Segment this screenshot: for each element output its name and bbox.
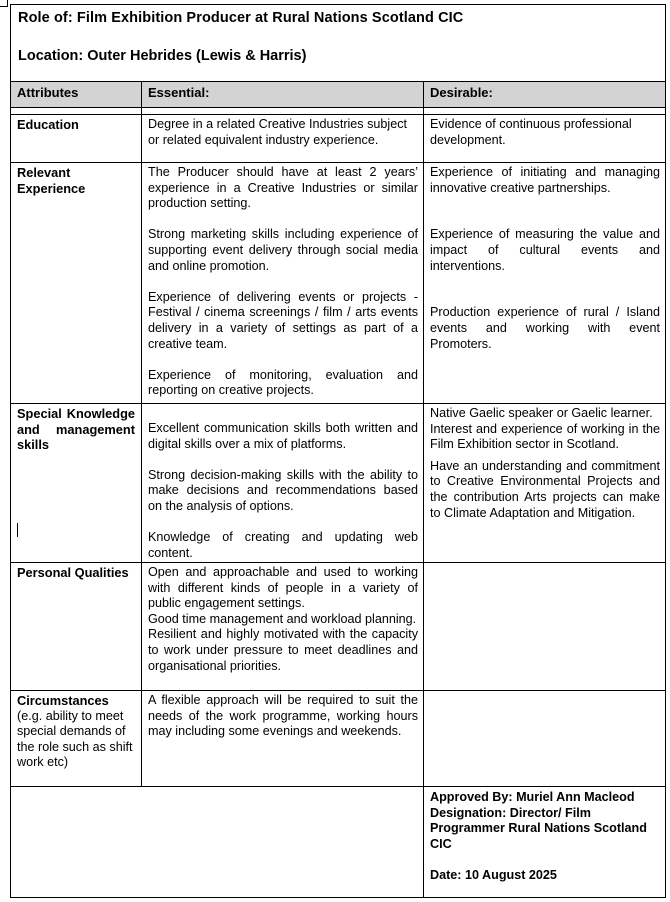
- column-rule: [423, 81, 424, 898]
- column-rule: [141, 81, 142, 786]
- rule: [10, 162, 666, 163]
- attribute-personal-qualities: Personal Qualities: [17, 565, 129, 580]
- essential-relevant-experience: [148, 165, 418, 399]
- essential-circumstances: [148, 693, 418, 740]
- approval-date: Date: 10 August 2025: [430, 867, 557, 882]
- essential-item: A flexible approach will be required to suit the needs of the work programme, working hours may including some evenings and weekends.: [148, 693, 418, 739]
- designation: Designation: Director/ Film Programmer Rural Nations Scotland CIC: [430, 805, 647, 851]
- rule: [10, 403, 666, 404]
- essential-education: [148, 117, 418, 148]
- attribute-special-knowledge: Special Knowledge and management skills: [17, 406, 135, 453]
- desirable-relevant-experience: [430, 165, 660, 352]
- header-desirable: Desirable:: [430, 85, 493, 100]
- desirable-item: Evidence of continuous professional development.: [430, 117, 632, 147]
- rule: [10, 81, 666, 82]
- essential-item: Good time management and workload planning.: [148, 611, 417, 626]
- attribute-education: Education: [17, 117, 79, 132]
- essential-item: Experience of delivering events or projects - Festival / cinema screenings / film / arts events delivery in a variety of settings as part of a creative team.: [148, 289, 418, 351]
- essential-item: Strong marketing skills including experience of supporting event delivery through social media and online promotion.: [148, 227, 418, 273]
- essential-item: Degree in a related Creative Industries subject or related equivalent industry experience.: [148, 117, 408, 147]
- attribute-circumstances-cell: [17, 693, 135, 771]
- location-line: Location: Outer Hebrides (Lewis & Harris): [18, 48, 307, 64]
- approval-block: [430, 790, 662, 884]
- header-attributes: Attributes: [17, 85, 79, 100]
- text-cursor: [17, 523, 18, 537]
- desirable-item: Have an understanding and commitment to Creative Environmental Projects and the contribution Arts projects can make to Climate Adaptation and Mitigation.: [430, 458, 660, 520]
- essential-item: Experience of monitoring, evaluation and reporting on creative projects.: [148, 367, 418, 398]
- essential-item: Strong decision-making skills with the ability to make decisions and recommendations based on the analysis of options.: [148, 467, 418, 513]
- essential-item: Resilient and highly motivated with the capacity to work under pressure to meet deadlines and organisational priorities.: [148, 627, 418, 673]
- attribute-circumstances-note: (e.g. ability to meet special demands of the role such as shift work etc): [17, 708, 133, 770]
- desirable-item: Experience of initiating and managing innovative creative partnerships.: [430, 165, 660, 195]
- essential-item: Excellent communication skills both written and digital skills over a mix of platforms.: [148, 421, 418, 451]
- rule: [10, 786, 666, 787]
- rule: [10, 690, 666, 691]
- essential-item: Knowledge of creating and updating web content.: [148, 530, 418, 560]
- desirable-item: Production experience of rural / Island events and working with event Promoters.: [430, 305, 660, 351]
- rule: [10, 114, 666, 115]
- desirable-item: Interest and experience of working in the Film Exhibition sector in Scotland.: [430, 421, 660, 452]
- approved-by: Approved By: Muriel Ann Macleod: [430, 790, 635, 804]
- desirable-item: Experience of measuring the value and impact of cultural events and interventions.: [430, 227, 660, 273]
- page-corner-mark: [0, 0, 8, 7]
- rule: [10, 107, 666, 108]
- attribute-circumstances: Circumstances: [17, 693, 109, 708]
- desirable-education: [430, 117, 660, 148]
- essential-personal-qualities: [148, 565, 418, 674]
- header-essential: Essential:: [148, 85, 210, 100]
- desirable-special-knowledge: [430, 406, 660, 521]
- essential-item: Open and approachable and used to working with different kinds of people in a variety of public engagement settings.: [148, 565, 418, 611]
- attribute-relevant-experience: Relevant Experience: [17, 165, 86, 196]
- rule: [10, 562, 666, 563]
- desirable-item: Native Gaelic speaker or Gaelic learner.: [430, 406, 653, 420]
- essential-special-knowledge: [148, 421, 418, 561]
- essential-item: The Producer should have at least 2 years’ experience in a Creative Industries or similar production setting.: [148, 165, 418, 211]
- role-title: Role of: Film Exhibition Producer at Rural Nations Scotland CIC: [18, 10, 464, 26]
